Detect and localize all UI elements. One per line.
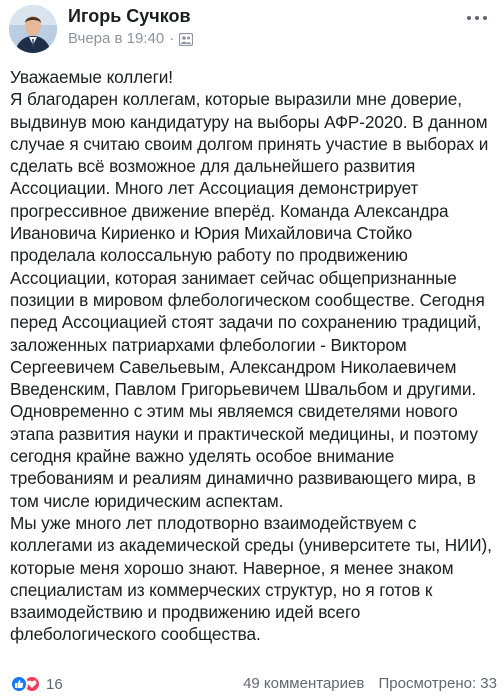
avatar-photo [9, 5, 57, 53]
post-paragraph: Уважаемые коллеги! [10, 67, 173, 87]
more-icon[interactable] [465, 10, 489, 26]
post-timestamp[interactable]: Вчера в 19:40 [68, 30, 165, 47]
author-avatar[interactable] [9, 5, 57, 53]
post-paragraph: Я благодарен коллегам, которые выразили мне доверие, выдвинув мою кандидатуру на выборы АФР-2020. В данном случае я считаю своим долгом принять участие в выборах и сделать всё возможное для дальнейшего развития Ассоциации. Много лет Ассоциация демонстрирует прогрессивное движение вперёд. Команда Александра Ивановича Кириенко и Юрия Михайловича Стойко проделала колоссальную работу по продвижению Ассоциации, которая занимает сейчас общепризнанные позиции в мировом флебологическом сообществе. Сегодня перед Ассоциацией стоят задачи по сохранению традиций, заложенных патриархами флебологии - Виктором Сергеевичем Савельевым, Александром Николаевичем Введенским, Павлом Григорьевичем Швальбом и другими. Одновременно с этим мы являемся свидетелями нового этапа развития науки и практической медицины, и поэтому сегодня крайне важно уделять особое внимание требованиям и реалиям динамично развивающего мира, в том числе юридическим аспектам. [10, 89, 489, 511]
friends-icon[interactable] [179, 33, 193, 46]
post-header [0, 0, 503, 60]
post-text [10, 66, 498, 646]
post-paragraph: Мы уже много лет плодотворно взаимодействуем с коллегами из академической среды (университете ты, НИИ), которые меня хорошо знают. Наверное, я менее знаком специалистам из коммерческих структур, но я готов к взаимодействию и продвижению идей всего флебологического сообщества. [10, 512, 492, 645]
views-count: Просмотрено: 33 [378, 675, 497, 692]
author-name[interactable]: Игорь Сучков [68, 6, 191, 26]
post-stats [233, 675, 497, 692]
post-meta [68, 30, 193, 47]
reaction-count: 16 [46, 675, 63, 693]
like-icon [10, 675, 28, 693]
post-footer [0, 672, 503, 696]
meta-separator: · [169, 30, 175, 47]
comments-count-link[interactable]: 49 комментариев [243, 675, 365, 692]
reactions-summary[interactable] [10, 675, 63, 693]
